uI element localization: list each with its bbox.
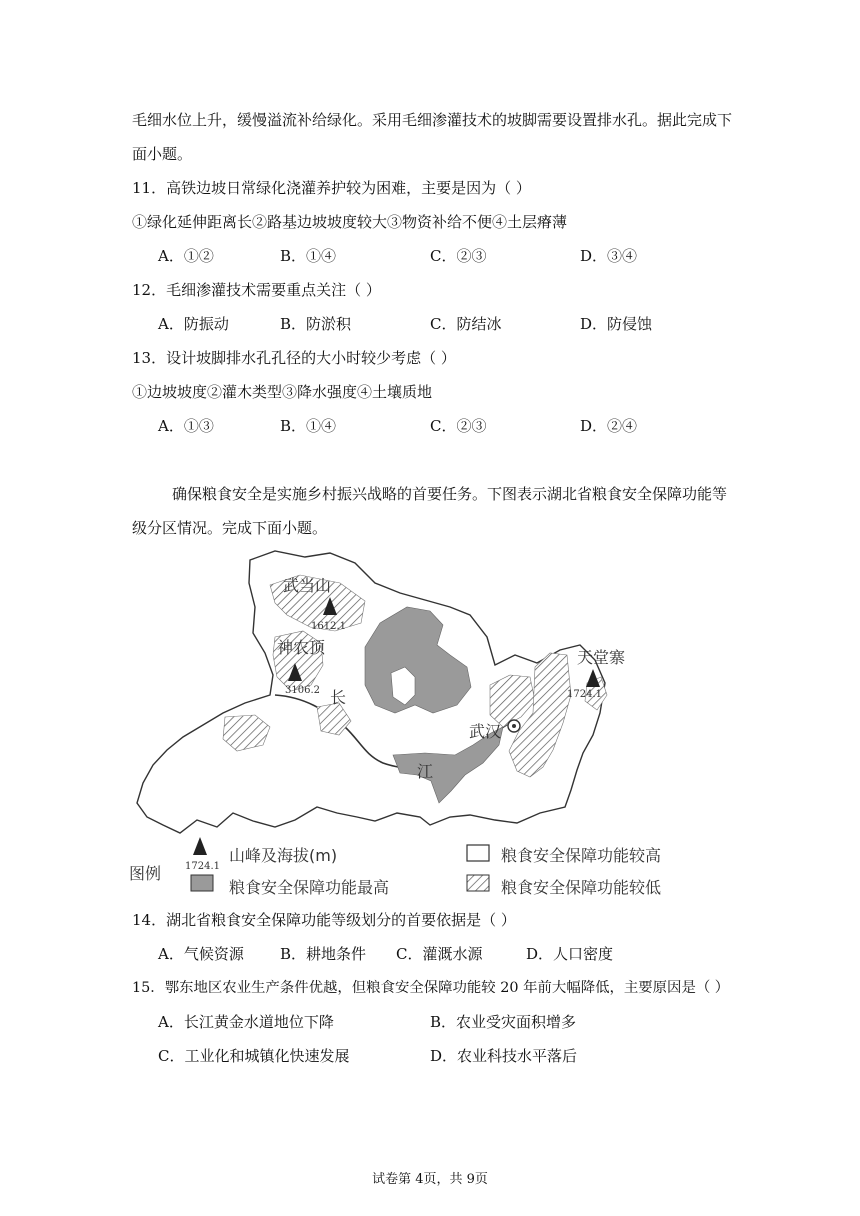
question-12-stem: 12．毛细渗灌技术需要重点关注（ ） [132,281,381,299]
question-15-option-a: A．长江黄金水道地位下降 [158,1013,334,1031]
legend-highest-swatch [191,875,213,891]
label-tiantang: 天堂寨 [577,648,626,667]
question-15-stem: 15．鄂东地区农业生产条件优越，但粮食安全保障功能较 20 年前大幅降低，主要原因是（ ） [132,980,730,996]
legend-peak-label: 山峰及海拔(m) [229,846,338,865]
question-14-option-d: D．人口密度 [526,945,614,963]
question-12-option-b: B．防淤积 [280,315,352,333]
legend-high-swatch [467,845,489,861]
label-jiang: 江 [417,762,434,781]
page-footer: 试卷第 4页，共 9页 [372,1172,488,1187]
intro-line-2: 面小题。 [132,145,193,163]
question-15-option-b: B．农业受灾面积增多 [430,1013,577,1031]
question-12-option-c: C．防结冰 [430,315,502,333]
label-wuhan: 武汉 [469,722,502,741]
question-11-option-c: C．②③ [430,247,487,265]
question-14-option-b: B．耕地条件 [280,945,367,963]
question-14-stem: 14．湖北省粮食安全保障功能等级划分的首要依据是（ ） [132,911,516,929]
question-13-stem: 13．设计坡脚排水孔孔径的大小时较少考虑（ ） [132,349,456,367]
question-13-option-a: A．①③ [158,417,214,435]
legend-highest-label: 粮食安全保障功能最高 [229,878,390,897]
question-13-option-b: B．①④ [280,417,337,435]
question-12-option-a: A．防振动 [158,315,229,333]
question-12-option-d: D．防侵蚀 [580,315,653,333]
question-11-option-b: B．①④ [280,247,337,265]
label-wudang-elev: 1612.1 [311,621,346,632]
question-14-option-c: C．灌溉水源 [396,945,483,963]
question-13-option-c: C．②③ [430,417,487,435]
question-15-option-c: C．工业化和城镇化快速发展 [158,1047,350,1065]
label-shennong: 神农顶 [277,638,326,657]
question-11-note: ①绿化延伸距离长②路基边坡坡度较大③物资补给不便④土层瘠薄 [132,213,568,231]
intro-line-1: 毛细水位上升，缓慢溢流补给绿化。采用毛细渗灌技术的坡脚需要设置排水孔。据此完成下 [132,111,733,129]
legend-high-label: 粮食安全保障功能较高 [501,846,662,865]
question-13-option-d: D．②④ [580,417,638,435]
hubei-food-security-map [125,545,730,900]
question-14-option-a: A．气候资源 [158,945,244,963]
label-wudang: 武当山 [283,576,332,595]
legend-peak-icon [193,837,207,855]
question-11-option-a: A．①② [158,247,214,265]
question-15-option-d: D．农业科技水平落后 [430,1047,578,1065]
label-tiantang-elev: 1724.1 [567,689,602,700]
question-11-option-d: D．③④ [580,247,638,265]
legend-low-swatch [467,875,489,891]
legend-peak-sample-elev: 1724.1 [185,861,220,872]
label-chang: 长 [330,688,347,707]
question-11-stem: 11．高铁边坡日常绿化浇灌养护较为困难，主要是因为（ ） [132,179,531,197]
passage-2-line-1: 确保粮食安全是实施乡村振兴战略的首要任务。下图表示湖北省粮食安全保障功能等 [172,485,728,503]
passage-2-line-2: 级分区情况。完成下面小题。 [132,519,328,537]
label-shennong-elev: 3106.2 [285,685,320,696]
legend-low-label: 粮食安全保障功能较低 [501,878,662,897]
legend-title: 图例 [129,864,162,883]
question-13-note: ①边坡坡度②灌木类型③降水强度④土壤质地 [132,383,433,401]
